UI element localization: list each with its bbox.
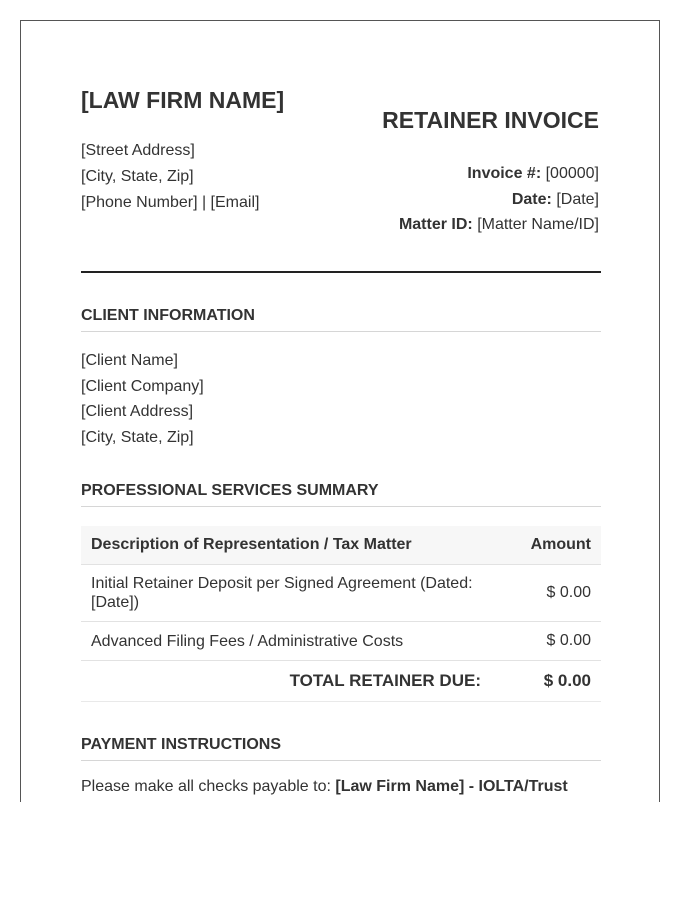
client-name: [Client Name] [81,352,178,369]
firm-name: [LAW FIRM NAME] [81,87,285,113]
invoice-number [399,161,599,187]
services-section-title: PROFESSIONAL SERVICES SUMMARY [81,482,601,507]
payment-text-prefix: Please make all checks payable to: [81,778,331,795]
invoice-title: RETAINER INVOICE [382,107,599,133]
client-address: [Client Address] [81,403,194,420]
table-header-row [81,526,601,565]
invoice-matter-label: Matter ID: [398,216,473,233]
client-info-block [81,348,204,450]
firm-street: [Street Address] [81,142,195,159]
invoice-date [399,187,599,213]
payment-instructions [81,778,568,796]
invoice-matter-value: [Matter Name/ID] [477,216,599,233]
invoice-date-label: Date: [511,190,552,208]
service-description: Initial Retainer Deposit per Signed Agreement (Dated: [Date]) [81,565,501,622]
invoice-number-value: [00000] [545,165,599,182]
table-row [81,565,601,622]
service-amount: $ 0.00 [501,622,601,661]
total-value: $ 0.00 [501,661,601,702]
client-city: [City, State, Zip] [81,428,194,446]
service-amount: $ 0.00 [501,565,601,622]
payment-payee: [Law Firm Name] - IOLTA/Trust [335,778,568,795]
client-section-title: CLIENT INFORMATION [81,307,601,332]
invoice-date-value: [Date] [556,190,599,208]
total-label: TOTAL RETAINER DUE: [81,661,501,702]
firm-contact: [Phone Number] | [Email] [81,194,260,211]
header-divider [81,271,601,273]
service-description: Advanced Filing Fees / Administrative Costs [81,622,501,661]
client-company: [Client Company] [81,377,204,395]
invoice-meta-block [399,161,599,238]
invoice-page [20,20,660,802]
table-row [81,622,601,661]
services-table [81,526,601,702]
firm-address-block [81,138,259,216]
amount-column-header: Amount [501,526,601,565]
firm-city: [City, State, Zip] [81,168,194,185]
total-row [81,661,601,702]
invoice-number-label: Invoice #: [467,165,542,182]
description-column-header: Description of Representation / Tax Matter [81,526,501,565]
payment-section-title: PAYMENT INSTRUCTIONS [81,736,601,761]
invoice-matter [399,212,599,238]
